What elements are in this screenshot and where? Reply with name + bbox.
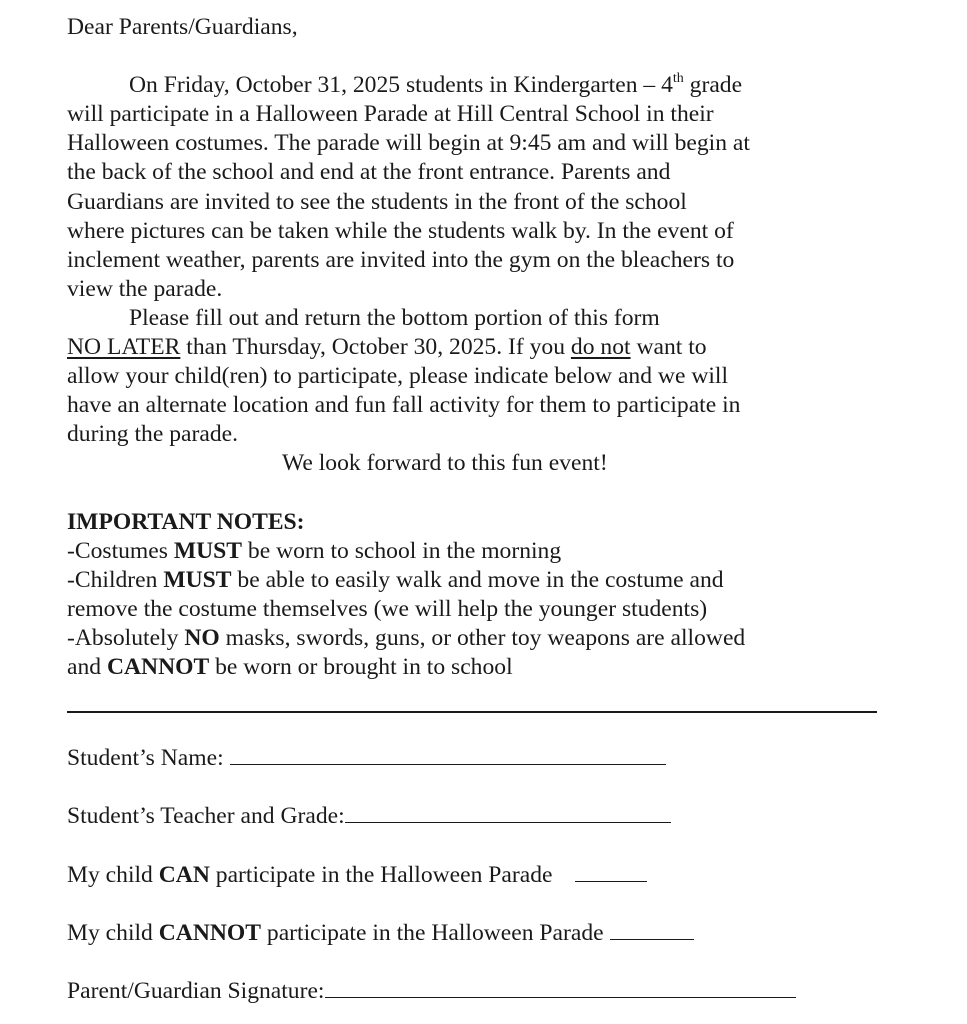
student-name-label: Student’s Name:: [67, 745, 230, 771]
text-line: On Friday, October 31, 2025 students in Kindergarten – 4: [129, 72, 673, 99]
note-item: -Children MUST be able to easily walk and move in the costume and: [67, 566, 724, 593]
student-name-field[interactable]: [230, 746, 666, 765]
text-line: have an alternate location and fun fall activity for them to participate in: [67, 392, 741, 419]
notes-heading: IMPORTANT NOTES:: [67, 508, 305, 535]
paragraph-parade-details: [67, 71, 879, 304]
text-line: the back of the school and end at the front entrance. Parents and: [67, 159, 671, 186]
text-line: Guardians are invited to see the students in the front of the school: [67, 188, 687, 215]
text-line: will participate in a Halloween Parade at Hill Central School in their: [67, 101, 714, 128]
teacher-grade-row: [67, 802, 671, 831]
text-line: during the parade.: [67, 421, 238, 448]
can-participate-field[interactable]: [575, 863, 647, 882]
text-line: than Thursday, October 30, 2025. If you: [180, 334, 571, 361]
underlined-do-not: do not: [570, 334, 631, 361]
can-participate-row: My child CAN participate in the Halloween Parade: [67, 861, 647, 890]
note-item: -Absolutely NO masks, swords, guns, or other toy weapons are allowed: [67, 624, 746, 651]
signature-field[interactable]: [325, 979, 796, 998]
teacher-grade-label: Student’s Teacher and Grade:: [67, 803, 345, 829]
important-notes: [67, 508, 879, 683]
closing-line: We look forward to this fun event!: [282, 450, 608, 477]
paragraph-return-form: [67, 304, 879, 449]
text-line: Halloween costumes. The parade will begin at 9:45 am and will begin at: [67, 130, 750, 157]
letter-body: [67, 13, 879, 682]
text-line: grade: [683, 72, 743, 99]
note-item-continued: remove the costume themselves (we will help the younger students): [67, 595, 708, 622]
teacher-grade-field[interactable]: [345, 804, 671, 823]
signature-label: Parent/Guardian Signature:: [67, 978, 325, 1004]
student-name-row: [67, 744, 666, 773]
text-line: want to: [630, 334, 707, 361]
superscript-th: th: [672, 71, 684, 87]
text-line: where pictures can be taken while the students walk by. In the event of: [67, 217, 734, 244]
cannot-participate-row: My child CANNOT participate in the Halloween Parade: [67, 919, 694, 948]
note-item-continued: and CANNOT be worn or brought in to school: [67, 654, 513, 681]
cannot-participate-field[interactable]: [610, 921, 694, 940]
note-item: -Costumes MUST be worn to school in the morning: [67, 537, 562, 564]
text-line: view the parade.: [67, 275, 223, 302]
signature-row: [67, 977, 796, 1006]
cannot-participate-label: participate in the Halloween Parade: [261, 920, 610, 946]
greeting: Dear Parents/Guardians,: [67, 14, 298, 40]
can-participate-label: participate in the Halloween Parade: [209, 862, 553, 888]
text-line: inclement weather, parents are invited into the gym on the bleachers to: [67, 246, 735, 273]
cut-divider-line: [67, 711, 877, 713]
text-line: Please fill out and return the bottom portion of this form: [129, 304, 660, 331]
underlined-no-later: NO LATER: [67, 334, 181, 361]
text-line: allow your child(ren) to participate, please indicate below and we will: [67, 363, 729, 390]
